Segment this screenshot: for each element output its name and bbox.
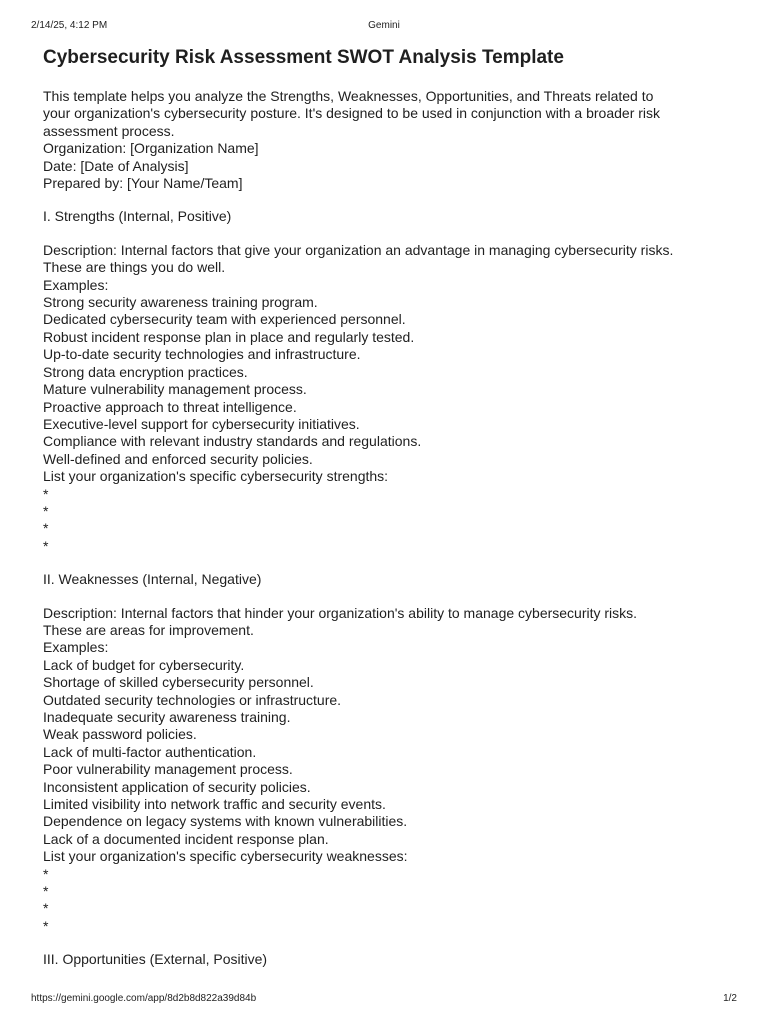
- opportunities-heading: III. Opportunities (External, Positive): [43, 951, 268, 968]
- weaknesses-description: Description: Internal factors that hinder your organization's ability to manage cybersecurity risks.: [43, 604, 638, 621]
- list-item: Proactive approach to threat intelligence.: [43, 398, 297, 415]
- bullet-placeholder: *: [43, 865, 49, 882]
- bullet-placeholder: *: [43, 537, 49, 554]
- strengths-section: [43, 242, 743, 555]
- intro-section: [43, 88, 743, 192]
- list-item: Well-defined and enforced security policies.: [43, 450, 313, 467]
- intro-paragraph-line: This template helps you analyze the Strengths, Weaknesses, Opportunities, and Threats related to: [43, 88, 654, 104]
- print-url: https://gemini.google.com/app/8d2b8d822a39d84b: [31, 993, 257, 1004]
- list-item: Outdated security technologies or infrastructure.: [43, 691, 342, 708]
- print-page-number: 1/2: [723, 993, 737, 1004]
- prepared-by-field: Prepared by: [Your Name/Team]: [43, 175, 243, 192]
- weaknesses-list-prompt: List your organization's specific cybersecurity weaknesses:: [43, 848, 408, 865]
- print-app-name: Gemini: [368, 20, 400, 31]
- print-footer: [0, 992, 768, 1006]
- list-item: Inadequate security awareness training.: [43, 709, 291, 725]
- list-item: Robust incident response plan in place and regularly tested.: [43, 328, 415, 345]
- list-item: Dedicated cybersecurity team with experienced personnel.: [43, 311, 406, 328]
- strengths-description: Description: Internal factors that give your organization an advantage in managing cybersecurity risks.: [43, 241, 674, 258]
- strengths-examples-label: Examples:: [43, 276, 109, 293]
- list-item: Compliance with relevant industry standards and regulations.: [43, 433, 422, 450]
- weaknesses-description: These are areas for improvement.: [43, 621, 254, 638]
- strengths-heading: I. Strengths (Internal, Positive): [43, 208, 232, 225]
- print-header: [0, 19, 768, 33]
- list-item: Shortage of skilled cybersecurity personnel.: [43, 674, 314, 691]
- print-datetime: 2/14/25, 4:12 PM: [31, 20, 108, 31]
- intro-paragraph-line: your organization's cybersecurity posture. It's designed to be used in conjunction with a broader risk: [43, 105, 661, 122]
- list-item: Limited visibility into network traffic and security events.: [43, 796, 386, 813]
- list-item: Mature vulnerability management process.: [43, 381, 307, 398]
- bullet-placeholder: *: [43, 900, 49, 917]
- list-item: Poor vulnerability management process.: [43, 761, 293, 778]
- weaknesses-heading: II. Weaknesses (Internal, Negative): [43, 571, 262, 588]
- list-item: Strong security awareness training program.: [43, 294, 318, 311]
- list-item: Executive-level support for cybersecurity initiatives.: [43, 415, 360, 432]
- list-item: Strong data encryption practices.: [43, 363, 248, 380]
- list-item: Lack of budget for cybersecurity.: [43, 656, 245, 673]
- list-item: Dependence on legacy systems with known vulnerabilities.: [43, 813, 408, 830]
- bullet-placeholder: *: [43, 502, 49, 519]
- date-field: Date: [Date of Analysis]: [43, 157, 189, 174]
- organization-field: Organization: [Organization Name]: [43, 140, 259, 157]
- intro-paragraph-line: assessment process.: [43, 122, 175, 139]
- document-title: Cybersecurity Risk Assessment SWOT Analysis Template: [43, 47, 564, 68]
- bullet-placeholder: *: [43, 520, 49, 537]
- weaknesses-examples-label: Examples:: [43, 639, 109, 656]
- list-item: Up-to-date security technologies and infrastructure.: [43, 346, 361, 363]
- bullet-placeholder: *: [43, 883, 49, 900]
- list-item: Lack of a documented incident response plan.: [43, 830, 329, 847]
- bullet-placeholder: *: [43, 917, 49, 934]
- bullet-placeholder: *: [43, 485, 49, 502]
- list-item: Inconsistent application of security policies.: [43, 778, 311, 795]
- strengths-list-prompt: List your organization's specific cybersecurity strengths:: [43, 468, 389, 485]
- document-content: [43, 44, 743, 969]
- strengths-description: These are things you do well.: [43, 259, 226, 276]
- weaknesses-section: [43, 605, 743, 936]
- list-item: Lack of multi-factor authentication.: [43, 743, 257, 760]
- list-item: Weak password policies.: [43, 726, 197, 743]
